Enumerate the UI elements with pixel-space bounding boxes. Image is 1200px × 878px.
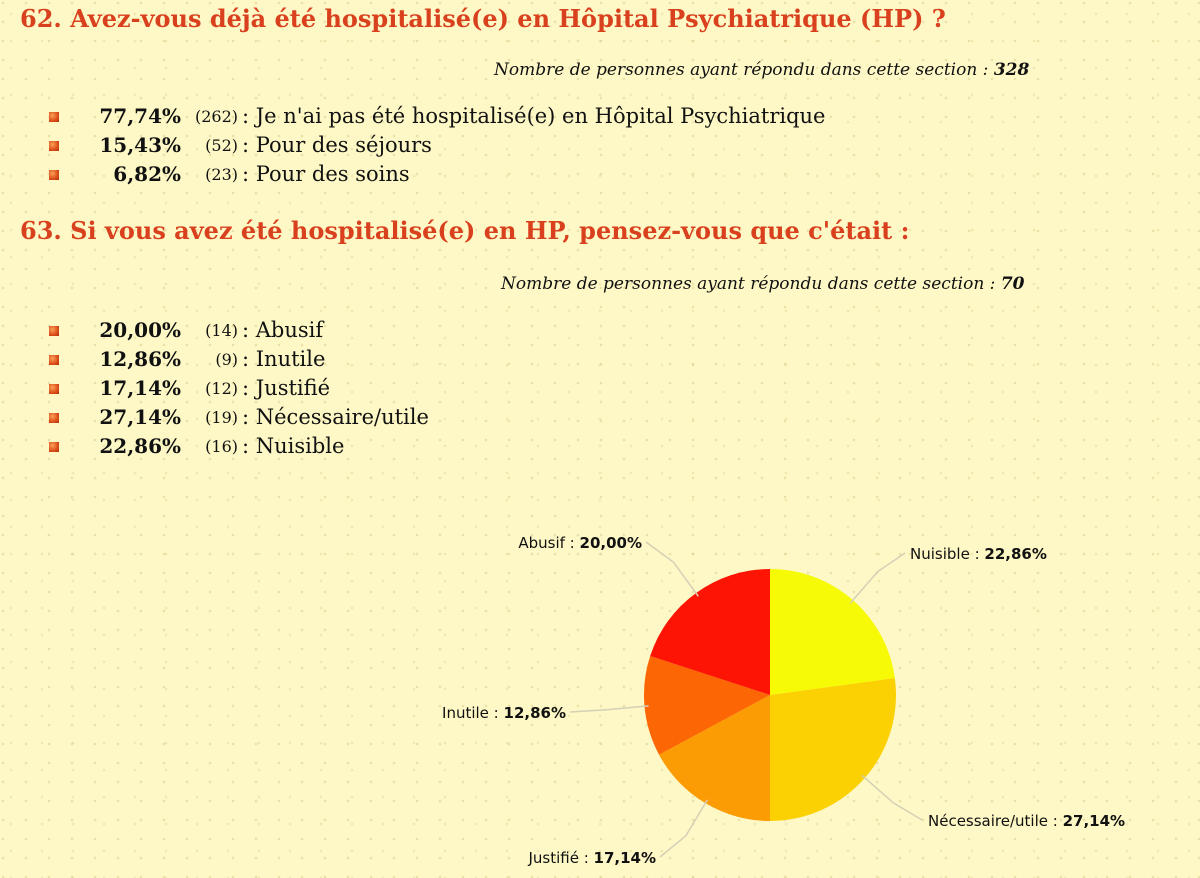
- answer-count: (262): [194, 107, 238, 126]
- answer-percent: 17,14%: [99, 376, 181, 400]
- pie-label-name: Justifié :: [528, 849, 594, 867]
- question-63-title: 63. Si vous avez été hospitalisé(e) en HP, pensez-vous que c'était :: [20, 216, 910, 245]
- answer-label: : Nuisible: [242, 434, 345, 458]
- answer-count: (12): [205, 379, 238, 398]
- answer-percent: 6,82%: [113, 162, 181, 186]
- answer-label: : Nécessaire/utile: [242, 405, 429, 429]
- pie-leader-line: [660, 800, 707, 857]
- answer-label: : Pour des soins: [242, 162, 410, 186]
- q62-count-value: 328: [993, 60, 1030, 80]
- answer-percent: 12,86%: [99, 347, 181, 371]
- pie-label: [442, 704, 566, 722]
- pie-label: [928, 812, 1125, 830]
- pie-label-value: 12,86%: [503, 704, 566, 722]
- answer-count: (14): [205, 321, 238, 340]
- pie-label-name: Nécessaire/utile :: [928, 812, 1063, 830]
- pie-slice-n-cessaire-utile: [770, 678, 896, 821]
- q63-count-value: 70: [1000, 274, 1025, 294]
- pie-label-value: 22,86%: [984, 545, 1047, 563]
- pie-label-name: Abusif :: [518, 534, 580, 552]
- q63-count-label: Nombre de personnes ayant répondu dans cette section :: [501, 274, 1001, 294]
- pie-label-name: Nuisible :: [910, 545, 985, 563]
- answer-count: (9): [215, 350, 238, 369]
- pie-slice-nuisible: [770, 569, 895, 695]
- pie-leader-line: [850, 553, 905, 603]
- answer-label: : Inutile: [242, 347, 326, 371]
- answer-percent: 20,00%: [99, 318, 181, 342]
- answer-count: (52): [205, 136, 238, 155]
- answer-percent: 27,14%: [99, 405, 181, 429]
- answer-percent: 77,74%: [99, 104, 181, 128]
- answer-label: : Abusif: [242, 318, 324, 342]
- answer-label: : Je n'ai pas été hospitalisé(e) en Hôpital Psychiatrique: [242, 104, 826, 128]
- pie-label-value: 20,00%: [579, 534, 642, 552]
- pie-leader-line: [646, 542, 698, 596]
- answer-label: : Pour des séjours: [242, 133, 432, 157]
- answer-count: (16): [205, 437, 238, 456]
- pie-label-name: Inutile :: [442, 704, 504, 722]
- answer-percent: 22,86%: [99, 434, 181, 458]
- pie-leader-line: [570, 706, 649, 712]
- answer-count: (23): [205, 165, 238, 184]
- q62-count-label: Nombre de personnes ayant répondu dans cette section :: [494, 60, 994, 80]
- pie-label: [527, 849, 656, 867]
- answer-count: (19): [205, 408, 238, 427]
- pie-label-value: 27,14%: [1062, 812, 1126, 830]
- pie-label: [910, 545, 1047, 563]
- answer-label: : Justifié: [242, 376, 331, 400]
- question-62-title: 62. Avez-vous déjà été hospitalisé(e) en Hôpital Psychiatrique (HP) ?: [20, 4, 946, 33]
- pie-label: [518, 534, 642, 552]
- pie-label-value: 17,14%: [593, 849, 656, 867]
- pie-leader-line: [862, 775, 922, 820]
- answer-percent: 15,43%: [99, 133, 181, 157]
